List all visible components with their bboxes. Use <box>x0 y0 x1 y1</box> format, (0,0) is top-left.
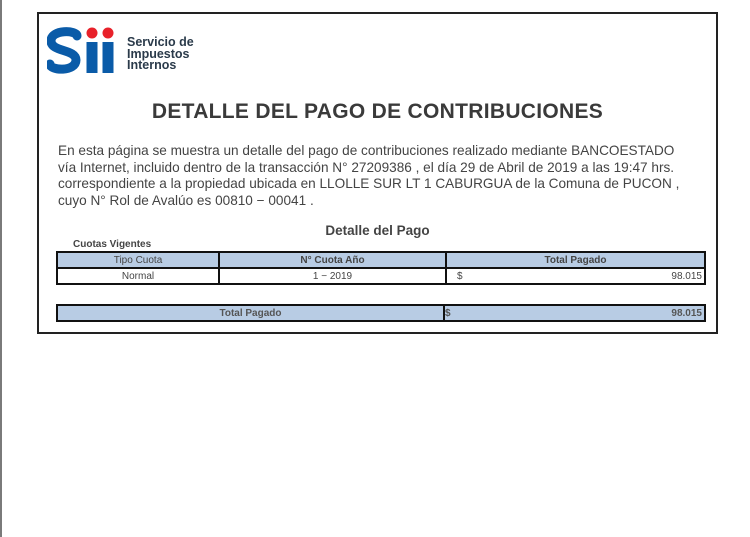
org-name-line: Servicio de <box>127 35 194 49</box>
column-header-total: Total Pagado <box>446 252 705 268</box>
org-name-line: Internos <box>127 58 177 72</box>
total-table <box>56 304 706 322</box>
total-currency: $ <box>445 307 451 319</box>
org-name-line: Impuestos <box>127 46 190 61</box>
org-name <box>127 37 194 72</box>
sii-logo-icon <box>47 26 117 76</box>
intro-line: cuyo N° Rol de Avalúo es 00810 − 00041 . <box>58 192 314 208</box>
sii-logo <box>47 26 217 76</box>
document-page <box>37 12 718 334</box>
cell-total <box>446 268 705 284</box>
intro-line: vía Internet, incluido dentro de la transacción N° 27209386 , el día 29 de Abril de 2019 a las 19:47 hrs. <box>58 159 675 175</box>
total-row <box>57 305 705 321</box>
section-title: Detalle del Pago <box>325 223 430 238</box>
viewer-left-edge <box>0 0 2 537</box>
cell-cuota: 1 − 2019 <box>219 268 446 284</box>
column-header-tipo: Tipo Cuota <box>57 252 219 268</box>
detail-table <box>56 251 706 285</box>
cell-tipo: Normal <box>57 268 219 284</box>
column-header-cuota: N° Cuota Año <box>219 252 446 268</box>
page-title: DETALLE DEL PAGO DE CONTRIBUCIONES <box>151 100 604 123</box>
amount: 98.015 <box>671 270 702 282</box>
table-row <box>57 268 705 284</box>
total-amount: 98.015 <box>671 307 702 319</box>
table-header-row <box>57 252 705 268</box>
intro-line: En esta página se muestra un detalle del pago de contribuciones realizado mediante BANCOESTADO <box>58 143 675 158</box>
subheading: Cuotas Vigentes <box>73 239 152 250</box>
intro-line: correspondiente a la propiedad ubicada en LLOLLE SUR LT 1 CABURGUA de la Comuna de PUCON , <box>58 176 680 192</box>
intro-paragraph <box>58 143 708 209</box>
total-value <box>444 305 705 321</box>
currency-symbol: $ <box>457 270 463 282</box>
total-label: Total Pagado <box>57 305 444 321</box>
